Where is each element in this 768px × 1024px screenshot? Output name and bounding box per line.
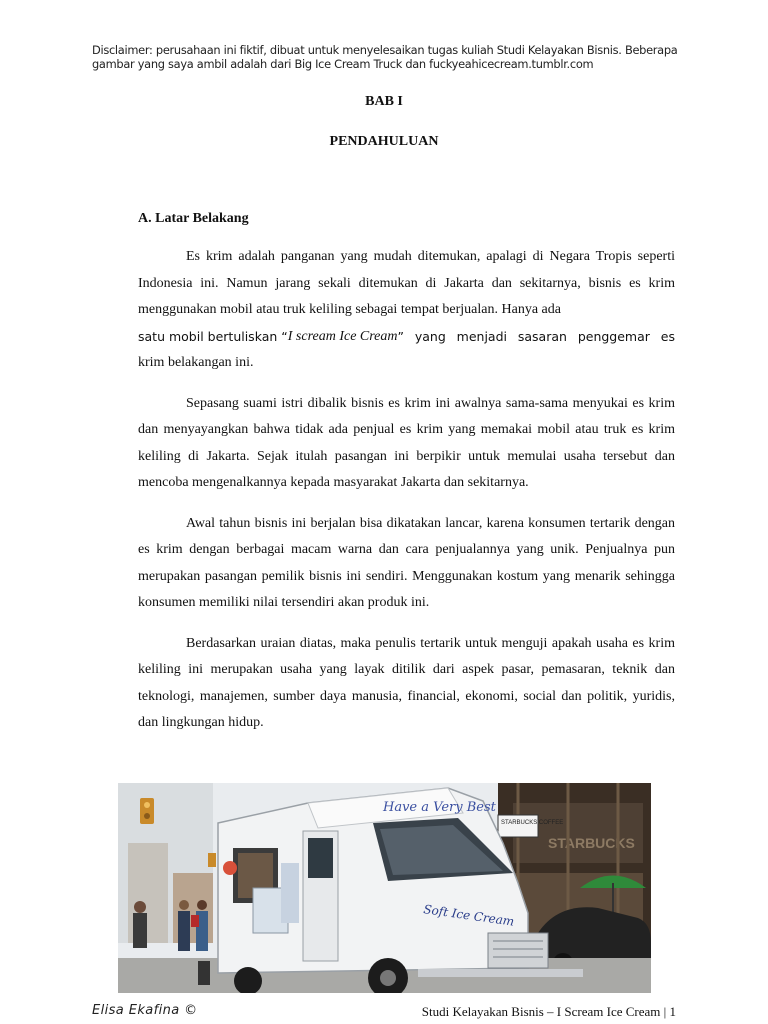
section-title: A. Latar Belakang: [138, 211, 249, 226]
paragraph-3: Awal tahun bisnis ini berjalan bisa dikatakan lancar, karena konsumen tertarik dengan es krim dengan berbagai macam warna dan cara penjualannya yang unik. Penjualnya pun merupakan pasangan pemilik bisnis ini sendiri. Menggunakan kostum yang menarik sehingga konsumen memiliki nilai tersendiri akan produk ini.: [138, 515, 675, 610]
paragraph-2: Sepasang suami istri dibalik bisnis es krim ini awalnya sama-sama menyukai es krim dan menyayangkan bahwa tidak ada penjual es krim yang memakai mobil atau truk es krim keliling di Jakarta. Sejak itulah pasangan ini berpikir untuk memulai usaha tersebut dan mencoba mengenalkannya kepada masyarakat Jakarta dan sekitarnya.: [138, 395, 675, 490]
paragraph-1-end: [138, 350, 675, 377]
paragraph-1-part-c: ” yang menjadi sasaran penggemar es: [397, 328, 675, 344]
footer-running-title: Studi Kelayakan Bisnis – I Scream Ice Cream | 1: [421, 1004, 676, 1019]
disclaimer-text: Disclaimer: perusahaan ini fiktif, dibuat untuk menyelesaikan tugas kuliah Studi Kelayakan Bisnis. Beberapa gambar yang saya ambil adalah dari Big Ice Cream Truck dan fuckyeahicecream.tumblr.com: [92, 43, 678, 71]
paragraph-1-part-d: krim belakangan ini.: [138, 355, 254, 370]
svg-text:STARBUCKS: STARBUCKS: [548, 835, 635, 851]
paragraph-1-line: [138, 324, 675, 351]
paragraph-1-italic: I scream Ice Cream: [287, 328, 398, 344]
paragraph-1-part-a: Es krim adalah panganan yang mudah ditemukan, apalagi di Negara Tropis seperti Indonesia ini. Namun jarang sekali ditemukan di Jakarta dan sekitarnya, bisnis es krim menggunakan mobil atau truk keliling sebagai tempat berjualan. Hanya ada: [138, 249, 675, 317]
ice-cream-truck-photo: [118, 783, 651, 993]
chapter-title: PENDAHULUAN: [329, 134, 439, 149]
body-text: [138, 244, 675, 751]
store-sign-text: STARBUCKS COFFEE: [501, 820, 564, 826]
truck-side-text: Soft Ice Cream: [422, 902, 516, 929]
truck-script: Have a Very Best: [383, 800, 496, 815]
chapter-number: BAB I: [365, 94, 403, 109]
paragraph-1: [138, 244, 675, 324]
paragraph-4: Berdasarkan uraian diatas, maka penulis tertarik untuk menguji apakah usaha es krim keliling ini merupakan usaha yang layak ditilik dari aspek pasar, pemasaran, teknik dan teknologi, manajemen, sumber daya manusia, financial, ekonomi, social dan politik, yuridis, dan lingkungan hidup.: [138, 635, 675, 730]
paragraph-1-part-b: satu mobil bertuliskan “: [138, 328, 288, 344]
footer-author: Elisa Ekafina ©: [92, 1003, 198, 1018]
